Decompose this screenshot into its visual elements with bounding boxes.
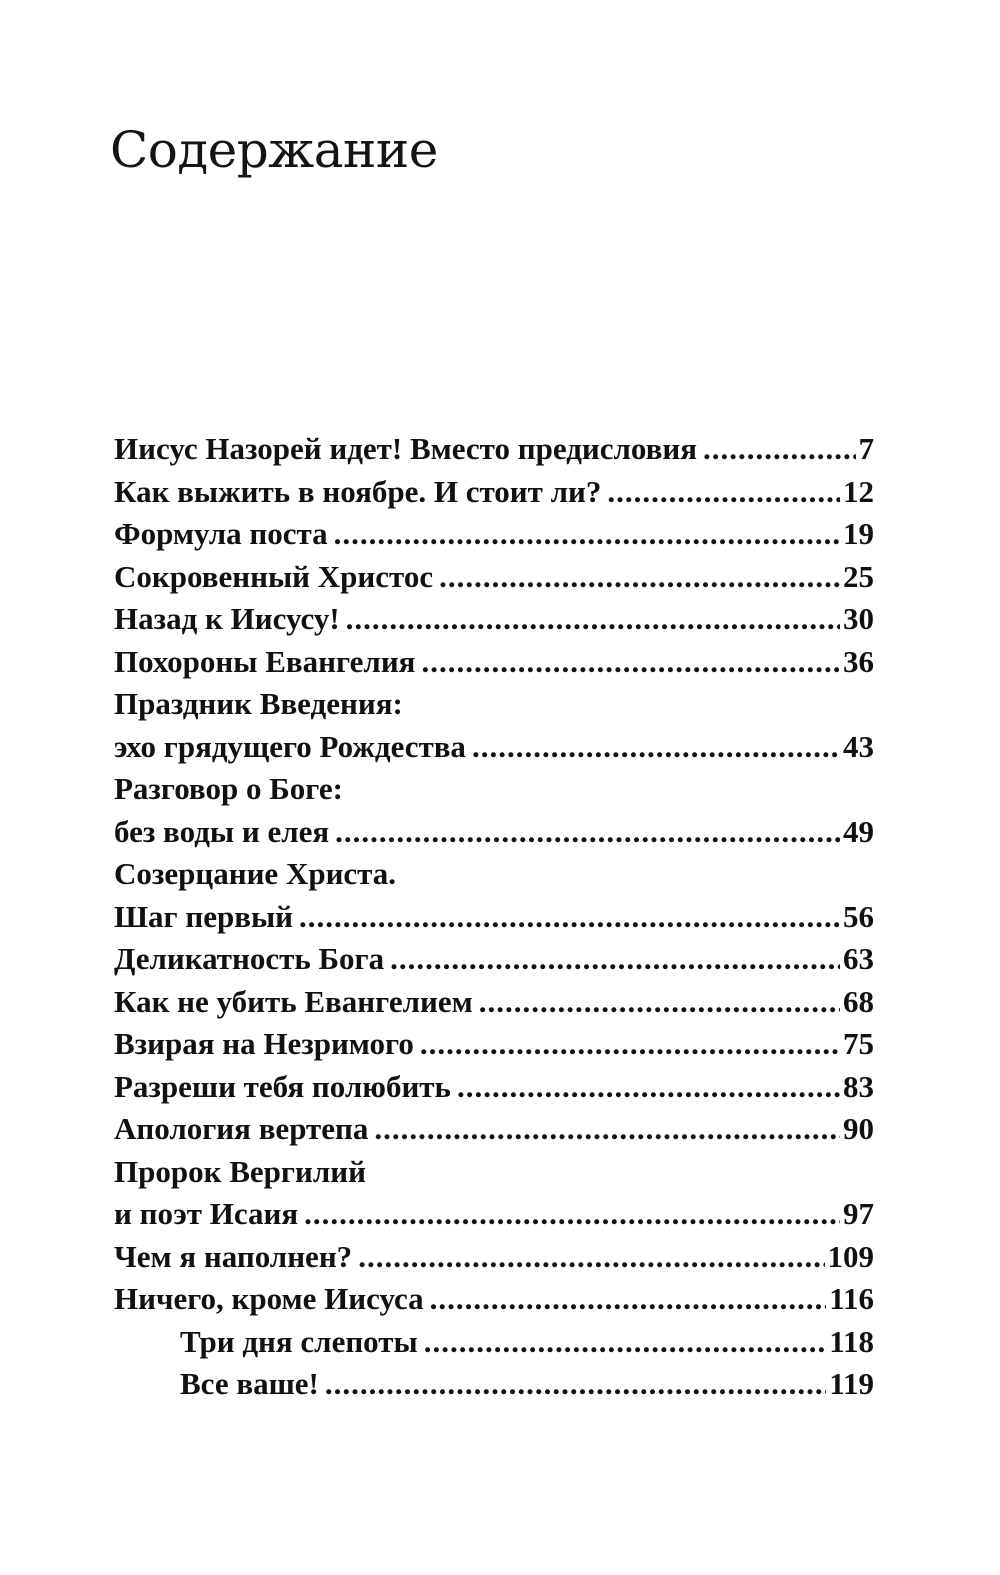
toc-entry-title-line1: Созерцание Христа. — [114, 856, 397, 891]
toc-entry — [114, 853, 874, 938]
dot-leader — [430, 1278, 827, 1321]
toc-entry-page: 83 — [843, 1068, 874, 1104]
toc-entry-title: Похороны Евангелия — [114, 643, 416, 679]
toc-entry-page: 12 — [843, 473, 874, 509]
toc-subentry — [114, 1321, 874, 1364]
toc-entry-page: 63 — [843, 941, 874, 976]
toc-entry-title: Как выжить в ноябре. И стоит ли? — [114, 473, 602, 509]
dot-leader — [457, 1066, 840, 1109]
dot-leader — [346, 598, 840, 641]
toc-entry-page: 109 — [827, 1238, 874, 1274]
dot-leader — [304, 1193, 840, 1236]
toc-entry-title: Сокровенный Христос — [114, 558, 434, 594]
toc-entry — [114, 598, 874, 641]
toc-entry-title: Деликатность Бога — [114, 941, 385, 976]
dot-leader — [325, 1363, 826, 1406]
toc-entry — [114, 641, 874, 684]
dot-leader — [607, 471, 840, 514]
toc-entry-title-line2: эхо грядущего Рождества — [114, 728, 466, 764]
toc-entry — [114, 683, 874, 768]
toc-entry-title: Разреши тебя полюбить — [114, 1068, 451, 1104]
toc-entry-page: 7 — [858, 431, 874, 466]
toc-entry-title-line2: без воды и елея — [114, 813, 330, 849]
page-title: Содержание — [110, 121, 438, 179]
toc-entry-page: 36 — [843, 643, 874, 679]
toc-entry — [114, 471, 874, 514]
toc-entry — [114, 556, 874, 599]
dot-leader — [421, 641, 840, 684]
dot-leader — [334, 513, 840, 556]
dot-leader — [703, 428, 856, 471]
toc-entry-page: 25 — [843, 558, 874, 594]
dot-leader — [439, 556, 840, 599]
table-of-contents — [114, 428, 874, 1406]
dot-leader — [479, 981, 840, 1024]
toc-entry-title: Ничего, кроме Иисуса — [114, 1281, 424, 1316]
toc-entry-title: Иисус Назорей идет! Вместо предисловия — [114, 431, 697, 466]
toc-entry-title: Взирая на Незримого — [114, 1026, 414, 1061]
toc-entry — [114, 513, 874, 556]
toc-entry-title-line2: Шаг первый — [114, 898, 294, 934]
toc-entry-title-line1: Пророк Вергилий — [114, 1153, 366, 1189]
toc-subentry — [114, 1363, 874, 1406]
toc-entry-page: 30 — [843, 601, 874, 636]
toc-entry-title-line2: и поэт Исаия — [114, 1196, 299, 1231]
toc-entry-title: Чем я наполнен? — [114, 1238, 353, 1274]
toc-entry — [114, 1278, 874, 1321]
dot-leader — [335, 811, 840, 854]
toc-entry — [114, 1066, 874, 1109]
dot-leader — [358, 1236, 824, 1279]
toc-entry-page: 97 — [843, 1196, 874, 1231]
toc-entry-title: Назад к Иисусу! — [114, 601, 340, 636]
toc-entry-title: Формула поста — [114, 516, 328, 551]
toc-entry-page: 90 — [843, 1111, 874, 1146]
toc-entry — [114, 1236, 874, 1279]
dot-leader — [299, 896, 840, 939]
dot-leader — [420, 1023, 840, 1066]
toc-entry-title-line1: Разговор о Боге: — [114, 771, 343, 806]
toc-entry — [114, 1151, 874, 1236]
dot-leader — [374, 1108, 840, 1151]
toc-entry-page: 56 — [843, 898, 874, 934]
toc-entry-title: Три дня слепоты — [180, 1323, 418, 1359]
dot-leader — [390, 938, 840, 981]
toc-entry-page: 119 — [829, 1366, 874, 1401]
toc-entry — [114, 938, 874, 981]
toc-entry-page: 116 — [829, 1281, 874, 1316]
toc-entry-title: Все ваше! — [180, 1366, 319, 1401]
toc-entry-page: 68 — [843, 983, 874, 1019]
toc-entry-title: Как не убить Евангелием — [114, 983, 473, 1019]
toc-entry-page: 75 — [843, 1026, 874, 1061]
toc-entry-page: 118 — [829, 1323, 874, 1359]
toc-entry — [114, 981, 874, 1024]
toc-entry — [114, 768, 874, 853]
dot-leader — [472, 726, 840, 769]
toc-entry — [114, 428, 874, 471]
toc-entry — [114, 1108, 874, 1151]
toc-entry-page: 49 — [843, 813, 874, 849]
dot-leader — [424, 1321, 826, 1364]
toc-entry-title-line1: Праздник Введения: — [114, 686, 403, 721]
toc-entry-page: 19 — [843, 516, 874, 551]
toc-entry — [114, 1023, 874, 1066]
toc-entry-page: 43 — [843, 728, 874, 764]
toc-entry-title: Апология вертепа — [114, 1111, 369, 1146]
